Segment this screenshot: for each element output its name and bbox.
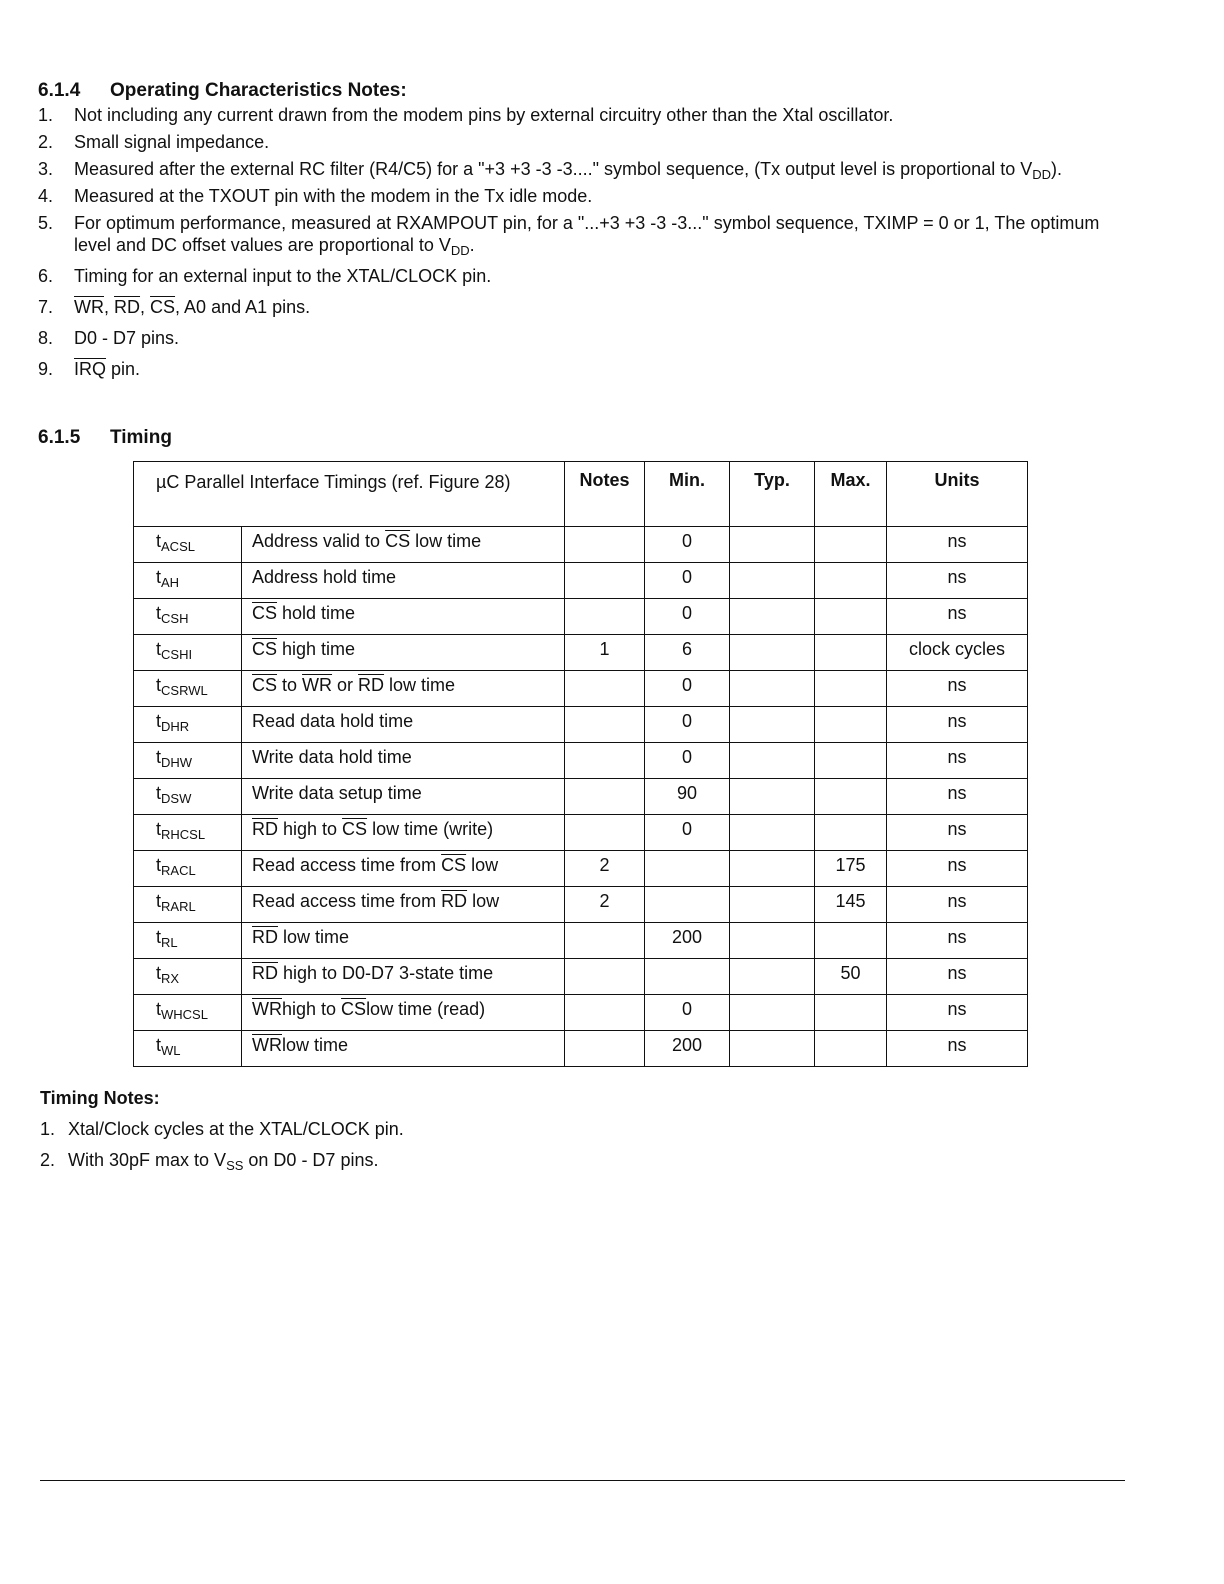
cell-min: 200: [645, 923, 730, 959]
table-row: [134, 743, 1028, 779]
timing-notes-list: [40, 1118, 940, 1171]
cell-typ: [730, 599, 815, 635]
param-description: Read data hold time: [242, 707, 565, 743]
cell-typ: [730, 887, 815, 923]
param-symbol: $t_{CSH}$: [134, 599, 242, 635]
param-symbol: $t_{AH}$: [134, 563, 242, 599]
cell-max: [815, 563, 887, 599]
param-description: $\overline{WR}high$ to $\overline{CS}low$ time (read): [242, 995, 565, 1031]
cell-notes: [565, 527, 645, 563]
cell-units: ns: [887, 1031, 1028, 1067]
cell-typ: [730, 635, 815, 671]
note-item: 2. With 30pF max to $V_{SS}$ on D0 - D7 pins.: [40, 1150, 379, 1173]
cell-notes: 2: [565, 887, 645, 923]
cell-max: [815, 1031, 887, 1067]
cell-notes: [565, 995, 645, 1031]
cell-min: 90: [645, 779, 730, 815]
section-number: 6.1.5: [38, 427, 81, 448]
timing-notes-title: Timing Notes:: [40, 1088, 160, 1108]
section-title: Timing: [110, 427, 172, 448]
cell-typ: [730, 1031, 815, 1067]
param-symbol: $t_{RL}$: [134, 923, 242, 959]
cell-units: clock cycles: [887, 635, 1028, 671]
cell-max: [815, 743, 887, 779]
cell-units: ns: [887, 815, 1028, 851]
cell-notes: 1: [565, 635, 645, 671]
cell-min: 0: [645, 743, 730, 779]
table-title: µC Parallel Interface Timings (ref. Figure 28): [134, 462, 565, 527]
cell-max: [815, 923, 887, 959]
section-heading-6-1-5: [38, 427, 172, 449]
table-row: [134, 851, 1028, 887]
cell-max: [815, 707, 887, 743]
cell-notes: [565, 743, 645, 779]
param-description: $\overline{RD}$ high to $\overline{CS}$ low time (write): [242, 815, 565, 851]
param-description: $\overline{WR}low$ time: [242, 1031, 565, 1067]
cell-typ: [730, 671, 815, 707]
cell-max: [815, 671, 887, 707]
cell-min: 0: [645, 563, 730, 599]
cell-min: [645, 851, 730, 887]
table-row: [134, 815, 1028, 851]
param-description: Write data hold time: [242, 743, 565, 779]
header-max: Max.: [815, 462, 887, 527]
cell-notes: [565, 779, 645, 815]
param-description: Read access time from $\overline{RD}$ low: [242, 887, 565, 923]
cell-units: ns: [887, 851, 1028, 887]
cell-typ: [730, 707, 815, 743]
table-row: [134, 599, 1028, 635]
cell-typ: [730, 563, 815, 599]
param-symbol: $t_{RX}$: [134, 959, 242, 995]
note-item: 9. $\overline{IRQ}$ pin.: [38, 359, 141, 379]
header-units: Units: [887, 462, 1028, 527]
table-row: [134, 707, 1028, 743]
param-description: $\overline{RD}$ high to D0-D7 3-state time: [242, 959, 565, 995]
timing-table-body: [134, 527, 1028, 1067]
param-symbol: $t_{CSHI}$: [134, 635, 242, 671]
table-row: [134, 959, 1028, 995]
param-symbol: $t_{RACL}$: [134, 851, 242, 887]
section-number: 6.1.4: [38, 80, 81, 101]
cell-notes: [565, 671, 645, 707]
section-heading-6-1-4: [38, 80, 407, 102]
param-symbol: $t_{RARL}$: [134, 887, 242, 923]
cell-notes: [565, 923, 645, 959]
cell-typ: [730, 959, 815, 995]
cell-min: [645, 959, 730, 995]
table-row: [134, 923, 1028, 959]
cell-units: ns: [887, 563, 1028, 599]
cell-units: ns: [887, 995, 1028, 1031]
header-notes: Notes: [565, 462, 645, 527]
operating-notes-list: [38, 104, 1128, 380]
cell-typ: [730, 923, 815, 959]
cell-min: 0: [645, 995, 730, 1031]
param-description: Address hold time: [242, 563, 565, 599]
param-symbol: $t_{ACSL}$: [134, 527, 242, 563]
cell-notes: [565, 707, 645, 743]
cell-typ: [730, 851, 815, 887]
cell-typ: [730, 743, 815, 779]
cell-max: 175: [815, 851, 887, 887]
cell-min: [645, 887, 730, 923]
cell-min: 0: [645, 599, 730, 635]
timing-table: [133, 461, 1028, 1067]
param-description: $\overline{CS}$ to $\overline{WR}$ or $\overline{RD}$ low time: [242, 671, 565, 707]
header-min: Min.: [645, 462, 730, 527]
cell-min: 0: [645, 671, 730, 707]
param-description: Write data setup time: [242, 779, 565, 815]
table-row: [134, 671, 1028, 707]
table-row: [134, 887, 1028, 923]
param-description: Address valid to $\overline{CS}$ low time: [242, 527, 565, 563]
cell-typ: [730, 995, 815, 1031]
cell-notes: [565, 599, 645, 635]
cell-units: ns: [887, 779, 1028, 815]
cell-notes: [565, 959, 645, 995]
cell-units: ns: [887, 527, 1028, 563]
cell-max: [815, 527, 887, 563]
cell-units: ns: [887, 959, 1028, 995]
cell-units: ns: [887, 887, 1028, 923]
param-symbol: $t_{DHW}$: [134, 743, 242, 779]
cell-units: ns: [887, 923, 1028, 959]
param-symbol: $t_{CSRWL}$: [134, 671, 242, 707]
param-description: $\overline{CS}$ hold time: [242, 599, 565, 635]
cell-notes: 2: [565, 851, 645, 887]
cell-units: ns: [887, 743, 1028, 779]
note-item: 8. D0 - D7 pins.: [38, 328, 180, 348]
note-item: 1. Xtal/Clock cycles at the XTAL/CLOCK pin.: [40, 1119, 404, 1139]
note-item: 5. For optimum performance, measured at RXAMPOUT pin, for a "...+3 +3 -3 -3..." symbol sequence, TXIMP = 0 or 1, The optimum level and DC offset values are proportional to $V_{DD}$.: [38, 213, 1100, 258]
cell-min: 0: [645, 815, 730, 851]
cell-max: [815, 779, 887, 815]
param-symbol: $t_{DHR}$: [134, 707, 242, 743]
cell-typ: [730, 815, 815, 851]
cell-min: 0: [645, 707, 730, 743]
cell-max: [815, 995, 887, 1031]
table-row: [134, 635, 1028, 671]
note-item: 7. $\overline{WR}$, $\overline{RD}$, $\overline{CS}$, A0 and A1 pins.: [38, 297, 311, 317]
note-item: 2. Small signal impedance.: [38, 132, 270, 152]
note-item: 4. Measured at the TXOUT pin with the modem in the Tx idle mode.: [38, 186, 593, 206]
param-description: $\overline{RD}$ low time: [242, 923, 565, 959]
cell-notes: [565, 1031, 645, 1067]
cell-max: 50: [815, 959, 887, 995]
cell-typ: [730, 527, 815, 563]
cell-notes: [565, 815, 645, 851]
cell-units: ns: [887, 671, 1028, 707]
cell-typ: [730, 779, 815, 815]
section-title: Operating Characteristics Notes:: [110, 80, 407, 101]
note-item: 6. Timing for an external input to the XTAL/CLOCK pin.: [38, 266, 492, 286]
cell-max: [815, 599, 887, 635]
cell-min: 6: [645, 635, 730, 671]
cell-min: 200: [645, 1031, 730, 1067]
param-description: Read access time from $\overline{CS}$ low: [242, 851, 565, 887]
cell-units: ns: [887, 707, 1028, 743]
param-symbol: $t_{WHCSL}$: [134, 995, 242, 1031]
cell-max: 145: [815, 887, 887, 923]
table-row: [134, 1031, 1028, 1067]
header-typ: Typ.: [730, 462, 815, 527]
param-symbol: $t_{DSW}$: [134, 779, 242, 815]
param-description: $\overline{CS}$ high time: [242, 635, 565, 671]
table-row: [134, 563, 1028, 599]
table-row: [134, 995, 1028, 1031]
cell-units: ns: [887, 599, 1028, 635]
cell-max: [815, 815, 887, 851]
cell-notes: [565, 563, 645, 599]
note-item: 1. Not including any current drawn from the modem pins by external circuitry other than the Xtal oscillator.: [38, 105, 894, 125]
table-header-row: [134, 462, 1028, 527]
note-item: 3. Measured after the external RC filter (R4/C5) for a "+3 +3 -3 -3...." symbol sequence, (Tx output level is proportional to $V_{DD}$).: [38, 159, 1062, 182]
cell-min: 0: [645, 527, 730, 563]
footer-rule: [40, 1480, 1125, 1481]
cell-max: [815, 635, 887, 671]
table-row: [134, 779, 1028, 815]
param-symbol: $t_{WL}$: [134, 1031, 242, 1067]
param-symbol: $t_{RHCSL}$: [134, 815, 242, 851]
table-row: [134, 527, 1028, 563]
